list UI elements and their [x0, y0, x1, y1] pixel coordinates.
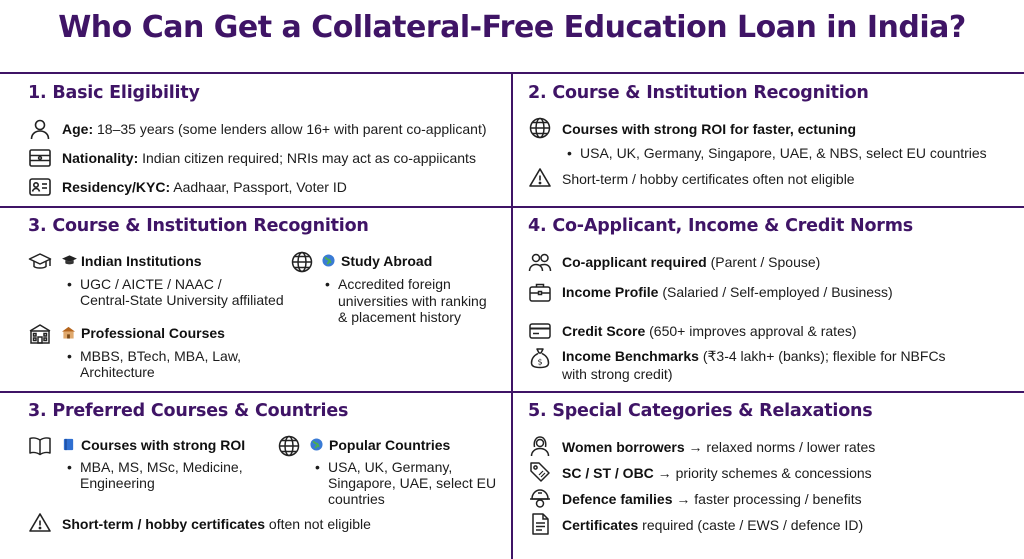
- defence-families-row: [562, 490, 862, 508]
- women-borrowers-text: → relaxed norms / lower rates: [684, 439, 876, 455]
- roi-countries-bullet: • USA, UK, Germany, Singapore, UAE, & NBS, select EU countries: [580, 145, 987, 161]
- section-co-applicant-heading: 4. Co-Applicant, Income & Credit Norms: [528, 216, 913, 236]
- section-institution-recognition-heading: 3. Course & Institution Recognition: [28, 216, 369, 236]
- strong-roi-label: Courses with strong ROI: [62, 436, 245, 454]
- income-benchmarks-text: (₹3-4 lakh+ (banks); flexible for NBFCs: [698, 348, 946, 364]
- indian-institutions-bullet-cont: Central-State University affiliated: [80, 292, 284, 308]
- certificates-label: Certificates: [562, 517, 639, 533]
- globe-icon: [277, 434, 301, 458]
- indian-institutions-label: Indian Institutions: [62, 252, 202, 270]
- section-basic-eligibility-heading: 1. Basic Eligibility: [28, 83, 200, 103]
- income-benchmarks-label: Income Benchmarks: [562, 348, 699, 364]
- income-profile-text: (Salaried / Self-employed / Business): [658, 284, 893, 300]
- hobby-certificate-text: often not eligible: [265, 516, 371, 532]
- defence-families-text: → faster processing / benefits: [672, 491, 862, 507]
- woman-icon: [528, 434, 552, 458]
- two-people-icon: [528, 250, 552, 274]
- hobby-certificate-warning: [62, 515, 371, 533]
- residency-row: [62, 178, 347, 196]
- svg-text:$: $: [537, 357, 543, 367]
- warning-icon: [528, 166, 552, 190]
- popular-countries-bullet-cont-1: Singapore, UAE, select EU: [328, 475, 497, 491]
- income-benchmarks-text-cont: with strong credit): [562, 366, 673, 382]
- nationality-text: Indian citizen required; NRIs may act as co-appiicants: [138, 150, 476, 166]
- women-borrowers-row: [562, 438, 875, 456]
- defence-helmet-icon: [528, 486, 552, 510]
- professional-courses-label: Professional Courses: [62, 324, 225, 342]
- income-benchmarks-row: [562, 347, 946, 365]
- open-book-icon: [28, 434, 52, 458]
- warning-icon: [28, 511, 52, 535]
- popular-countries-bullet-cont-2: countries: [328, 491, 385, 507]
- nationality-row: [62, 149, 476, 167]
- professional-courses-bullet: • MBBS, BTech, MBA, Law,: [80, 348, 241, 364]
- hobby-certificate-label: Short-term / hobby certificates: [62, 516, 266, 532]
- globe-emoji-icon: [310, 437, 325, 450]
- document-icon: [528, 512, 552, 536]
- study-abroad-bullet-cont-1: universities with ranking: [338, 293, 487, 309]
- mortarboard-emoji-icon: [62, 253, 77, 266]
- credit-card-icon: [528, 319, 552, 343]
- income-profile-row: [562, 283, 893, 301]
- certificates-row: [562, 516, 863, 534]
- credit-score-text: (650+ improves approval & rates): [645, 323, 857, 339]
- sc-st-obc-row: [562, 464, 872, 482]
- strong-roi-bullet: • MBA, MS, MSc, Medicine,: [80, 459, 243, 475]
- women-borrowers-label: Women borrowers: [562, 439, 685, 455]
- grid-vertical-line: [511, 72, 513, 559]
- globe-emoji-icon: [322, 253, 337, 266]
- institution-building-icon: [28, 322, 52, 346]
- age-text: 18–35 years (some lenders allow 16+ with parent co-applicant): [93, 121, 487, 137]
- graduation-cap-icon: [28, 250, 52, 274]
- roi-courses-label: Courses with strong ROI for faster, ectuning: [562, 121, 857, 137]
- money-bag-icon: [528, 346, 552, 370]
- flag-icon: [28, 146, 52, 170]
- sc-st-obc-text: → priority schemes & concessions: [653, 465, 872, 481]
- age-label: Age:: [62, 121, 94, 137]
- certificates-text: required (caste / EWS / defence ID): [638, 517, 864, 533]
- indian-institutions-bullet: • UGC / AICTE / NAAC /: [80, 276, 222, 292]
- credit-score-label: Credit Score: [562, 323, 646, 339]
- study-abroad-label: Study Abroad: [322, 252, 432, 270]
- section-special-categories-heading: 5. Special Categories & Relaxations: [528, 401, 873, 421]
- id-card-icon: [28, 175, 52, 199]
- nationality-label: Nationality:: [62, 150, 139, 166]
- sc-st-obc-label: SC / ST / OBC: [562, 465, 654, 481]
- age-row: [62, 120, 487, 138]
- tag-icon: [528, 460, 552, 484]
- short-term-warning: Short-term / hobby certificates often not eligible: [562, 171, 855, 187]
- popular-countries-bullet: • USA, UK, Germany,: [328, 459, 452, 475]
- credit-score-row: [562, 322, 857, 340]
- globe-icon: [528, 116, 552, 140]
- study-abroad-bullet: • Accredited foreign: [338, 276, 451, 292]
- co-applicant-label: Co-applicant required: [562, 254, 707, 270]
- professional-courses-bullet-cont: Architecture: [80, 364, 155, 380]
- page-title: Who Can Get a Collateral-Free Education Loan in India?: [58, 10, 966, 45]
- section-course-recognition-heading: 2. Course & Institution Recognition: [528, 83, 869, 103]
- strong-roi-bullet-cont: Engineering: [80, 475, 155, 491]
- blue-book-emoji-icon: [62, 437, 77, 450]
- co-applicant-text: (Parent / Spouse): [706, 254, 821, 270]
- co-applicant-row: [562, 253, 820, 271]
- defence-families-label: Defence families: [562, 491, 673, 507]
- person-icon: [28, 117, 52, 141]
- school-emoji-icon: [62, 325, 77, 338]
- briefcase-icon: [528, 280, 552, 304]
- globe-icon: [290, 250, 314, 274]
- popular-countries-label: Popular Countries: [310, 436, 450, 454]
- residency-label: Residency/KYC:: [62, 179, 171, 195]
- section-preferred-courses-heading: 3. Preferred Courses & Countries: [28, 401, 349, 421]
- income-profile-label: Income Profile: [562, 284, 659, 300]
- study-abroad-bullet-cont-2: & placement history: [338, 309, 461, 325]
- residency-text: Aadhaar, Passport, Voter ID: [170, 179, 347, 195]
